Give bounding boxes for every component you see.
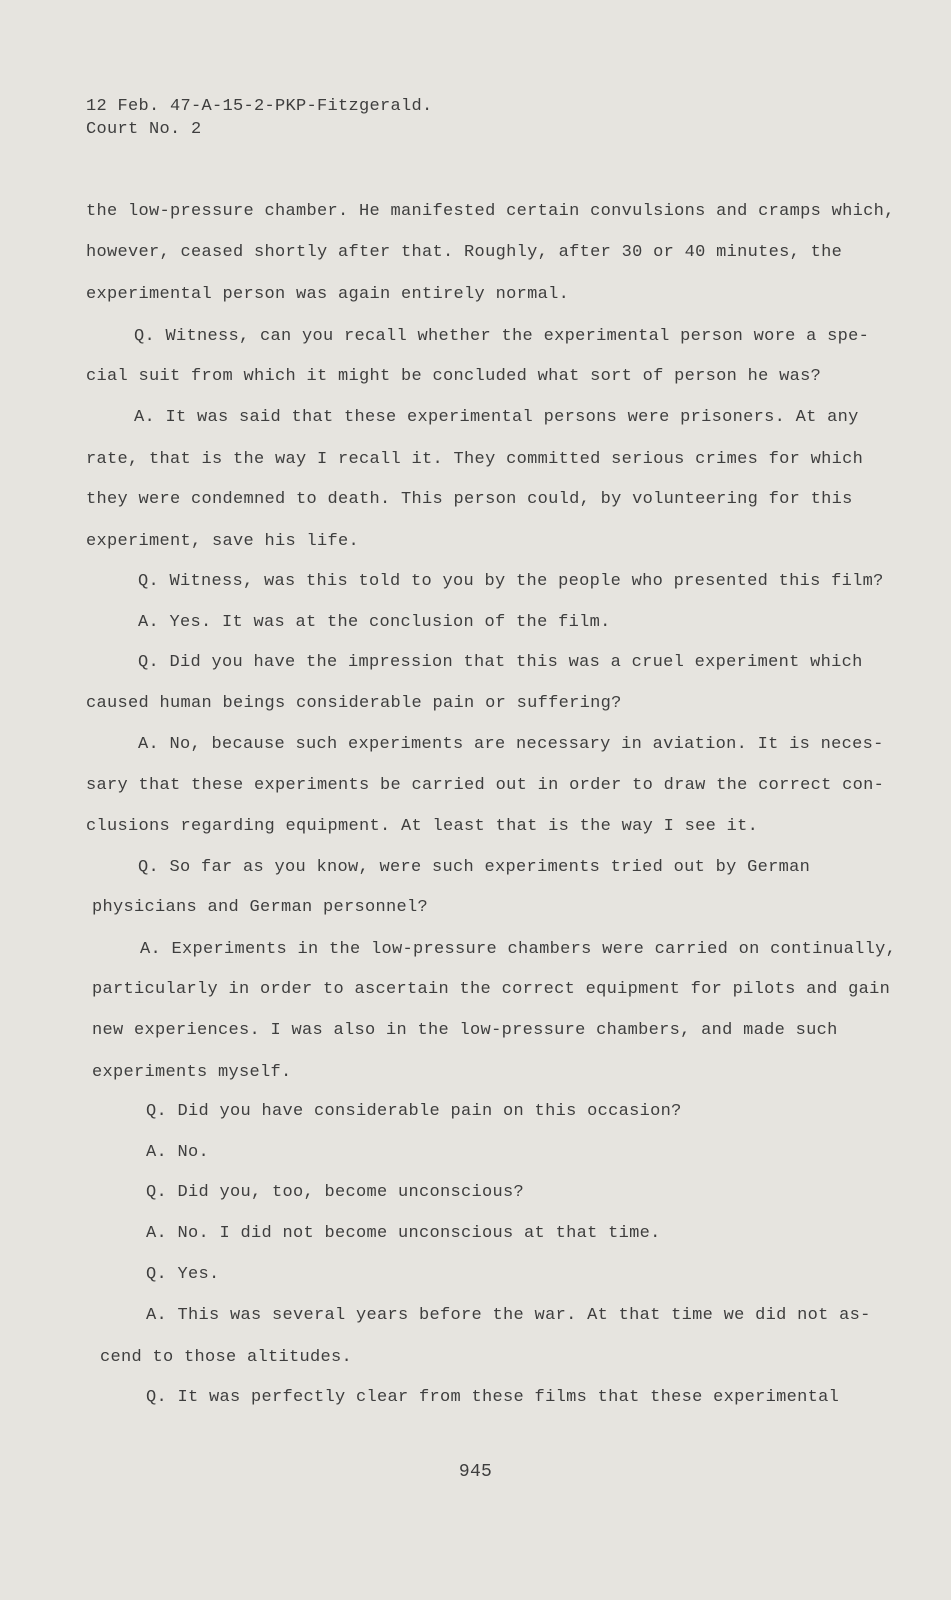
transcript-line: experimental person was again entirely normal.: [86, 285, 570, 304]
qa-line: Q. Did you, too, become unconscious?: [146, 1183, 525, 1202]
transcript-line: rate, that is the way I recall it. They committed serious crimes for which: [86, 450, 864, 469]
header-court: Court No. 2: [86, 120, 202, 139]
transcript-line: experiments myself.: [92, 1063, 292, 1082]
qa-line: A. Yes. It was at the conclusion of the film.: [138, 613, 611, 632]
qa-line: Q. Witness, was this told to you by the people who presented this film?: [138, 572, 884, 591]
transcript-line: caused human beings considerable pain or suffering?: [86, 694, 622, 713]
transcript-line: physicians and German personnel?: [92, 898, 429, 917]
transcript-line: experiment, save his life.: [86, 532, 360, 551]
transcript-line: they were condemned to death. This person could, by volunteering for this: [86, 490, 853, 509]
transcript-line: clusions regarding equipment. At least that is the way I see it.: [86, 817, 759, 836]
qa-line: Q. Did you have the impression that this was a cruel experiment which: [138, 653, 863, 672]
transcript-line: sary that these experiments be carried out in order to draw the correct con-: [86, 776, 885, 795]
qa-line: A. This was several years before the war. At that time we did not as-: [146, 1306, 871, 1325]
qa-line: A. No, because such experiments are necessary in aviation. It is neces-: [138, 735, 884, 754]
qa-line: Q. Yes.: [146, 1265, 220, 1284]
transcript-line: cend to those altitudes.: [100, 1348, 353, 1367]
qa-line: A. No. I did not become unconscious at that time.: [146, 1224, 661, 1243]
qa-line: Q. Did you have considerable pain on this occasion?: [146, 1102, 682, 1121]
transcript-line: however, ceased shortly after that. Roughly, after 30 or 40 minutes, the: [86, 243, 843, 262]
qa-line: Q. Witness, can you recall whether the experimental person wore a spe-: [134, 327, 870, 346]
qa-line: A. It was said that these experimental persons were prisoners. At any: [134, 408, 859, 427]
transcript-line: new experiences. I was also in the low-pressure chambers, and made such: [92, 1021, 838, 1040]
transcript-line: cial suit from which it might be concluded what sort of person he was?: [86, 367, 822, 386]
qa-line: Q. So far as you know, were such experiments tried out by German: [138, 858, 811, 877]
qa-line: A. Experiments in the low-pressure chambers were carried on continually,: [140, 940, 897, 959]
qa-line: A. No.: [146, 1143, 210, 1162]
transcript-line: particularly in order to ascertain the correct equipment for pilots and gain: [92, 980, 891, 999]
page-number: 945: [458, 1462, 493, 1482]
header-reference: 12 Feb. 47-A-15-2-PKP-Fitzgerald.: [86, 97, 433, 116]
qa-line: Q. It was perfectly clear from these films that these experimental: [146, 1388, 840, 1407]
transcript-line: the low-pressure chamber. He manifested certain convulsions and cramps which,: [86, 202, 895, 221]
